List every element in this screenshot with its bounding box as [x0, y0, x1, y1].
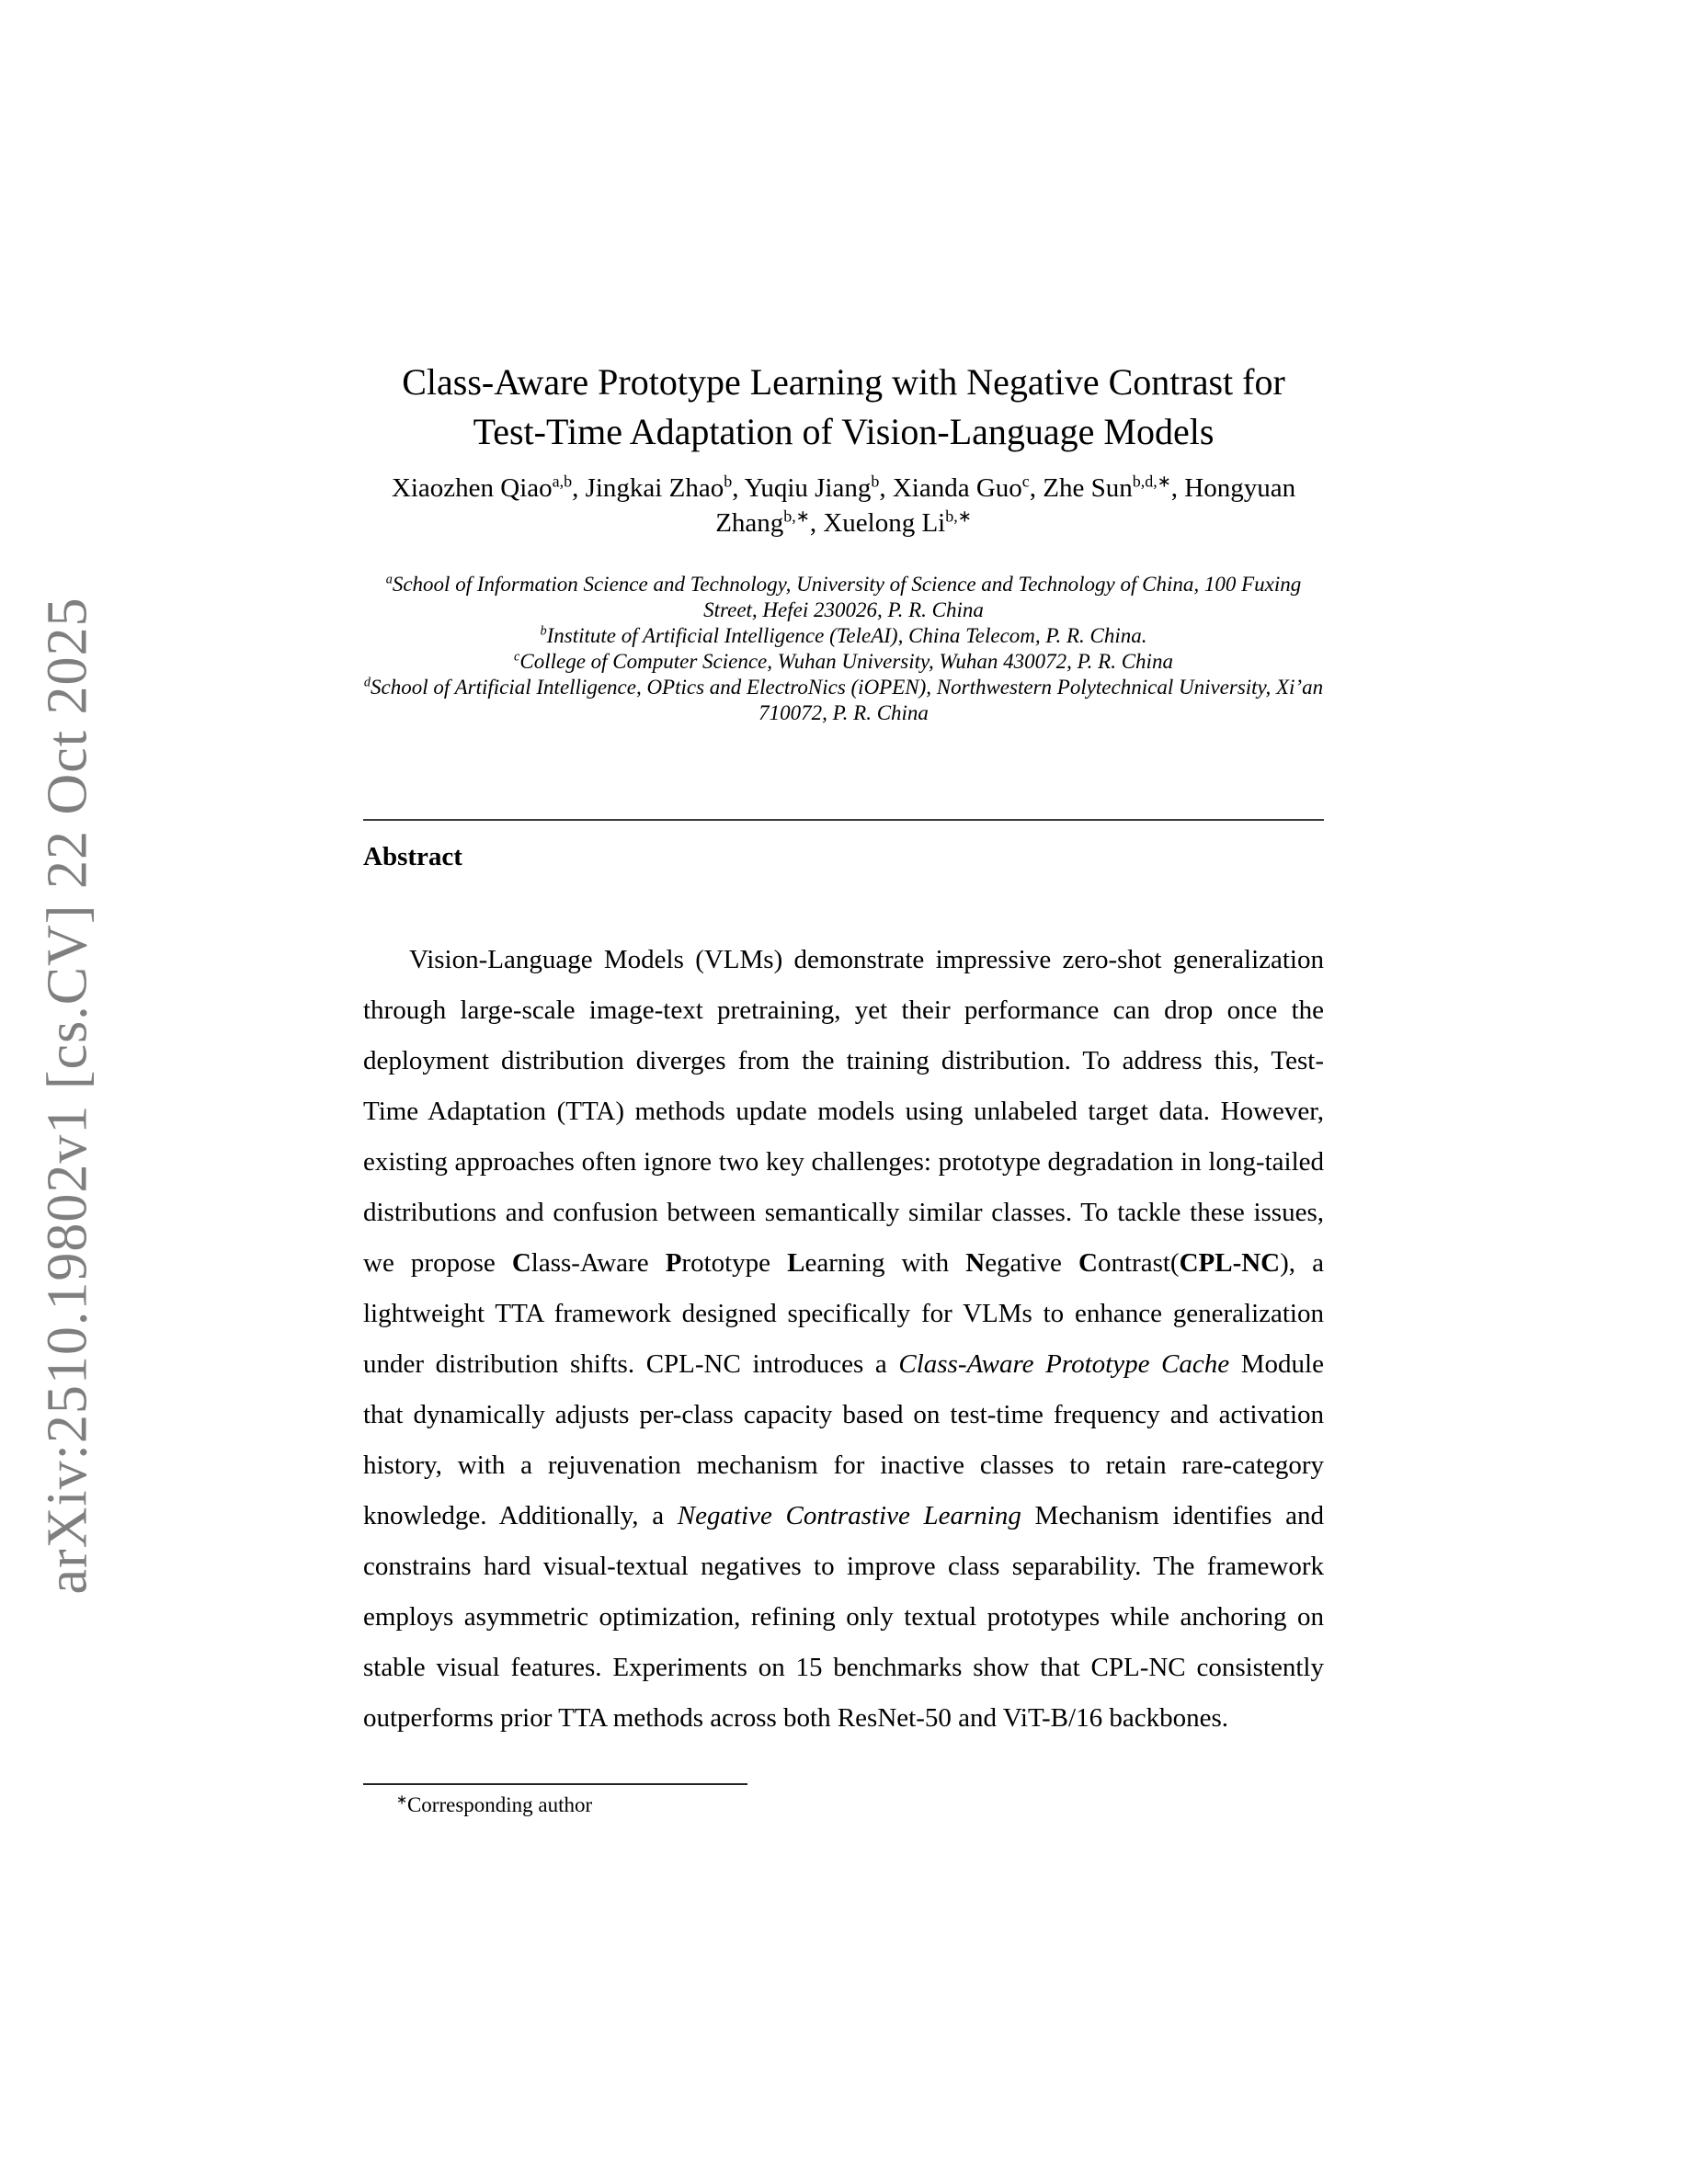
author: , Yuqiu Jiang$^b$: [732, 472, 880, 503]
affiliation-marker: a: [385, 572, 393, 587]
affiliation: $^d$School of Artificial Intelligence, OPtics and ElectroNics (iOPEN), Northwestern Polytechnical University, Xi’an 710072, P. R. China: [363, 675, 1324, 724]
abstract-segment: rototype: [681, 1248, 788, 1278]
author: , Xuelong $Li^{b,∗}$: [809, 506, 972, 538]
abstract-segment: Module that dynamically adjusts per-class capacity based on test-time frequency and activation history, with a rejuvenation mechanism for inactive classes to retain rare-category knowledge. Additionally, a: [363, 1349, 1324, 1530]
author-affiliation-marker: a,b: [552, 472, 573, 491]
section-divider-rule: [363, 819, 1324, 821]
author: , Zhe Sun$^{b,d,∗}$: [1029, 472, 1171, 503]
affiliation: $^a$School of Information Science and Technology, University of Science and Technology of China, 100 Fuxing Street, Hefei 230026, P. R. China: [385, 572, 1302, 621]
abstract-segment: egative: [985, 1248, 1079, 1278]
author-affiliation-marker: b,∗: [783, 506, 810, 526]
abstract-segment: earning with: [804, 1248, 966, 1278]
abstract-segment: L: [787, 1248, 805, 1278]
paper-title: Class-Aware Prototype Learning with Negative Contrast for Test-Time Adaptation of Vision-Language Models: [402, 360, 1285, 452]
abstract-segment: CPL-NC: [1179, 1248, 1281, 1278]
abstract-segment: C: [1078, 1248, 1098, 1278]
abstract-segment: C: [511, 1248, 531, 1278]
abstract-segment: ), a lightweight TTA framework designed specifically for VLMs to enhance generalization under distribution shifts. CPL-NC introduces a: [363, 1248, 1325, 1379]
abstract-text: [363, 935, 1324, 1744]
arxiv-watermark: arXiv:2510.19802v1 [cs.CV] 22 Oct 2025: [36, 597, 99, 1595]
footnote-rule: [363, 1783, 747, 1785]
author: , Xianda Guo$^c$: [879, 472, 1030, 503]
affiliation-list: [363, 572, 1324, 726]
affiliation: $^c$College of Computer Science, Wuhan University, Wuhan 430072, P. R. China: [514, 649, 1173, 673]
abstract-segment: ontrast(: [1097, 1248, 1180, 1278]
author-affiliation-marker: b: [724, 472, 733, 491]
abstract-segment: P: [665, 1248, 682, 1278]
abstract-segment: N: [965, 1248, 986, 1278]
abstract-heading: Abstract: [363, 842, 462, 871]
abstract-segment: Negative Contrastive Learning: [677, 1501, 1021, 1530]
author: , Jingkai Zhao$^b$: [572, 472, 733, 503]
affiliation-marker: c: [514, 649, 520, 665]
footnote: [363, 1783, 1324, 1818]
author-affiliation-marker: b: [871, 472, 880, 491]
abstract-segment: Mechanism identifies and constrains hard visual-textual negatives to improve class separability. The framework employs asymmetric optimization, refining only textual prototypes while anchoring on stable visual features. Experiments on 15 benchmarks show that CPL-NC consistently outperforms prior TTA methods across both ResNet-50 and ViT-B/16 backbones.: [363, 1501, 1324, 1733]
abstract-segment: Vision-Language Models (VLMs) demonstrate impressive zero-shot generalization through large-scale image-text pretraining, yet their performance can drop once the deployment distribution diverges from the training distribution. To address this, Test-Time Adaptation (TTA) methods update models using unlabeled target data. However, existing approaches often ignore two key challenges: prototype degradation in long-tailed distributions and confusion between semantically similar classes. To tackle these issues, we propose: [363, 945, 1324, 1278]
affiliation-marker: b: [540, 623, 547, 639]
author-list: [363, 471, 1324, 540]
author-affiliation-marker: c: [1021, 472, 1030, 491]
author-affiliation-marker: b,d,∗: [1132, 472, 1171, 491]
author-affiliation-marker: b,∗: [945, 506, 972, 526]
footnote-marker: ∗: [396, 1792, 407, 1808]
footnote-text: ∗Corresponding author: [396, 1792, 593, 1816]
author: Xiaozhen Qiao$^{a,b}$: [391, 472, 573, 503]
author: , Hongyuan Zhang$^{b,∗}$: [715, 473, 1296, 538]
affiliation: $^b$Institute of Artificial Intelligence (TeleAI), China Telecom, P. R. China.: [540, 623, 1147, 647]
affiliation-marker: d: [363, 675, 371, 690]
abstract-segment: lass-Aware: [530, 1248, 666, 1278]
abstract-segment: Class-Aware Prototype Cache: [898, 1349, 1230, 1379]
